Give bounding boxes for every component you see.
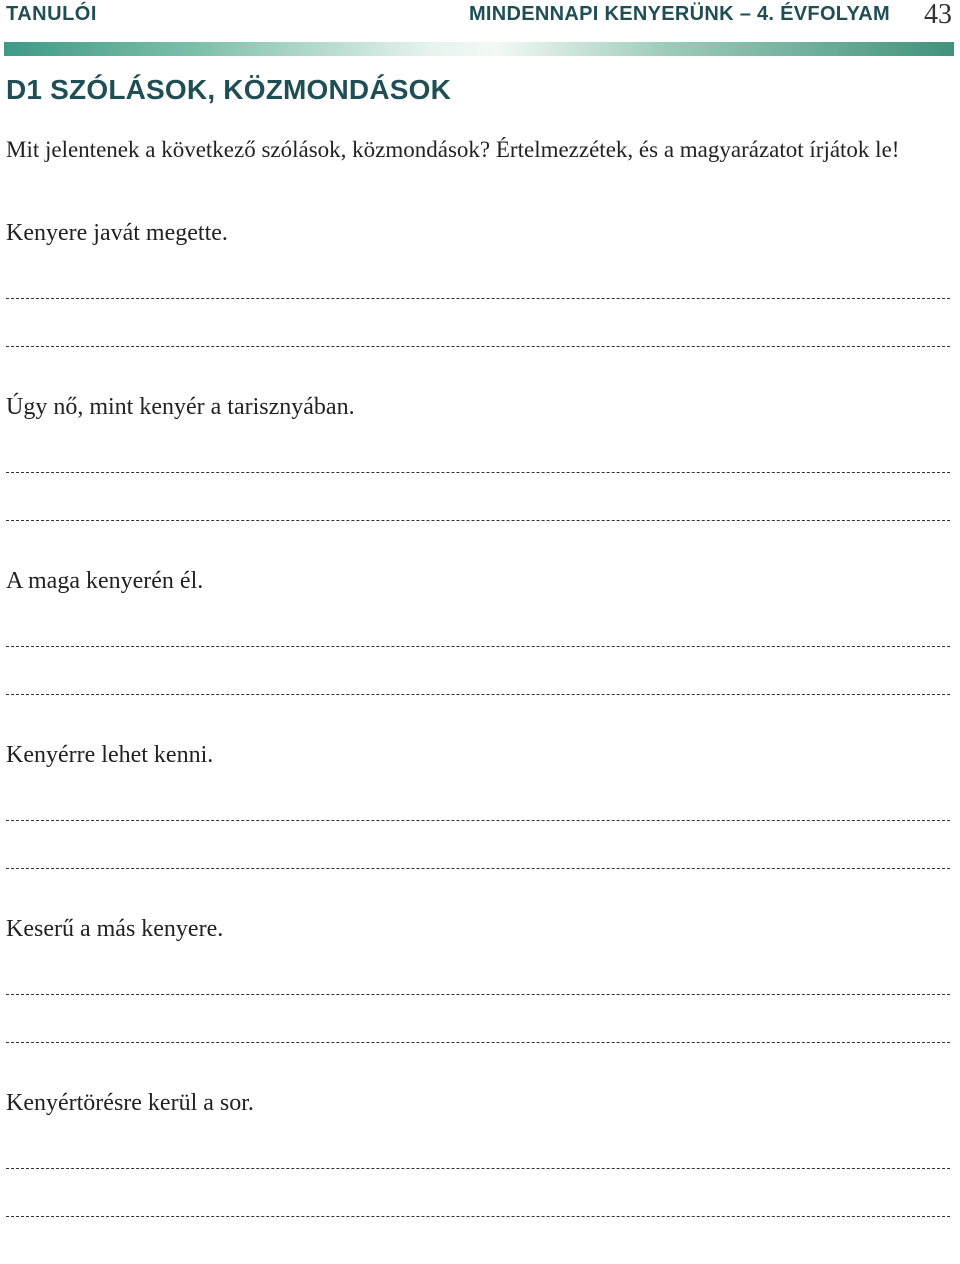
- proverb-item: [0, 568, 960, 742]
- proverb-text: A maga kenyerén él.: [6, 568, 204, 594]
- header-left-label: TANULÓI: [6, 3, 97, 25]
- answer-line[interactable]: [6, 520, 950, 521]
- proverb-text: Keserű a más kenyere.: [6, 916, 224, 942]
- proverb-item: [0, 742, 960, 916]
- proverb-item: [0, 394, 960, 568]
- proverb-text: Kenyértörésre kerül a sor.: [6, 1090, 254, 1116]
- proverb-text: Kenyere javát megette.: [6, 220, 228, 246]
- answer-line[interactable]: [6, 298, 950, 299]
- proverb-item: [0, 1090, 960, 1264]
- page-number: 43: [924, 0, 952, 30]
- answer-line[interactable]: [6, 694, 950, 695]
- task-instruction: Mit jelentenek a következő szólások, közmondások? Értelmezzétek, és a magyarázatot írjátok le!: [6, 137, 900, 162]
- header-title: MINDENNAPI KENYERÜNK – 4. ÉVFOLYAM: [468, 3, 890, 25]
- proverb-list: [0, 220, 960, 1264]
- section-title: D1 SZÓLÁSOK, KÖZMONDÁSOK: [6, 74, 452, 105]
- page-header: [0, 0, 960, 40]
- header-gradient-band: [4, 42, 954, 56]
- answer-line[interactable]: [6, 472, 950, 473]
- proverb-text: Úgy nő, mint kenyér a tarisznyában.: [6, 394, 355, 420]
- answer-line[interactable]: [6, 1168, 950, 1169]
- answer-line[interactable]: [6, 868, 950, 869]
- answer-line[interactable]: [6, 1216, 950, 1217]
- proverb-item: [0, 220, 960, 394]
- answer-line[interactable]: [6, 1042, 950, 1043]
- proverb-item: [0, 916, 960, 1090]
- answer-line[interactable]: [6, 820, 950, 821]
- answer-line[interactable]: [6, 646, 950, 647]
- answer-line[interactable]: [6, 994, 950, 995]
- proverb-text: Kenyérre lehet kenni.: [6, 742, 214, 768]
- answer-line[interactable]: [6, 346, 950, 347]
